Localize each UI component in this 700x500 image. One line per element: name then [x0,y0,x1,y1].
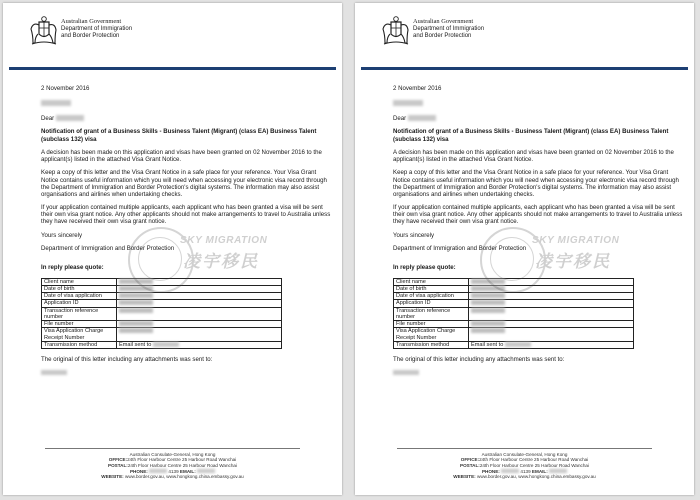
redacted-value [119,321,153,326]
letter-footer [355,448,694,480]
transmission-value: Email sent to [119,341,152,348]
letterhead [381,15,501,55]
redacted-addressee [393,100,423,106]
redacted-email [505,342,531,347]
department-line-2: and Border Protection [61,33,120,40]
redacted-email [153,342,179,347]
letter-date: 2 November 2016 [393,85,442,92]
watermark-english: SKY MIGRATION [532,235,620,246]
redacted-email [549,469,567,473]
table-row [42,341,282,348]
row-label: Visa Application Charge Receipt Number [394,328,469,341]
header-rule [361,67,688,70]
row-label: Client name [394,278,469,285]
closing: Yours sincerely [41,231,83,239]
redacted-addressee [41,100,71,106]
salutation-line [393,115,683,122]
office-label: OFFICE: [460,457,480,463]
table-row [394,307,634,320]
government-name: Australian Government [61,18,122,25]
sent-to-line: The original of this letter including any attachments was sent to: [393,356,565,364]
signature: Department of Immigration and Border Protection [41,245,175,253]
paragraph-1: A decision has been made on this application and visas have been granted on 02 November 2016 to the applicant(s) listed in the attached Visa Grant Notice. [393,148,674,164]
table-row [42,307,282,320]
redacted-value [471,308,505,313]
row-value [117,321,282,328]
row-label: Date of visa application [42,293,117,300]
row-label: Transmission method [394,341,469,348]
department-line-1: Department of Immigration [61,25,133,32]
phone-label: PHONE: [481,468,500,474]
redacted-value [471,328,505,333]
letter-footer [3,448,342,480]
office-address: 24th Floor Harbour Centre 25 Harbour Road Wanchai [479,457,589,463]
header-rule [9,67,336,70]
website-label: WEBSITE: [101,474,124,480]
row-label: Visa Application Charge Receipt Number [42,328,117,341]
postal-address: 24th Floor Harbour Centre 25 Harbour Road Wanchai [127,462,237,468]
redacted-email [197,469,215,473]
coat-of-arms-icon [29,15,59,47]
salutation: Dear [41,115,55,123]
watermark-chinese: 凌宇移民 [183,252,259,271]
website-value: www.border.gov.au, www.hongkong.china.embassy.gov.au [125,474,244,480]
watermark [480,227,680,297]
row-label: File number [394,321,469,328]
footer-line-1: Australian Consulate-General, Hong Kong [481,451,568,457]
office-label: OFFICE: [108,457,128,463]
row-value [117,328,282,341]
phone-label: PHONE: [129,468,148,474]
closing: Yours sincerely [393,231,435,239]
office-address: 24th Floor Harbour Centre 25 Harbour Road Wanchai [127,457,237,463]
paragraph-2: Keep a copy of this letter and the Visa Grant Notice in a safe place for your reference. Your Visa Grant Notice contains useful information which you will need when accessing your electronic visa record through the Department of Immigration and Border Protection's digital systems. The information may also assist organisations and airlines when undertaking checks. [393,169,679,198]
row-value [117,341,282,348]
reply-title: In reply please quote: [41,264,104,272]
row-value [469,328,634,341]
postal-label: POSTAL: [108,462,128,468]
row-label: Transaction reference number [394,307,469,320]
row-label: Date of birth [394,285,469,292]
letter-page-1 [3,3,342,495]
table-row [394,300,634,307]
redacted-recipient [41,370,67,375]
watermark-english: SKY MIGRATION [180,235,268,246]
table-row [394,321,634,328]
department-line-1: Department of Immigration [413,25,485,32]
redacted-name [56,115,84,121]
redacted-name [408,115,436,121]
paragraph-2: Keep a copy of this letter and the Visa Grant Notice in a safe place for your reference. Your Visa Grant Notice contains useful information which you will need when accessing your electronic visa record through the Department of Immigration and Border Protection's digital systems. The information may also assist organisations and airlines when undertaking checks. [41,169,327,198]
row-label: Date of visa application [394,293,469,300]
row-label: Date of birth [42,285,117,292]
letterhead [29,15,149,55]
table-row [42,328,282,341]
government-name: Australian Government [413,18,474,25]
postal-label: POSTAL: [460,462,480,468]
postal-address: 24th Floor Harbour Centre 25 Harbour Road Wanchai [479,462,589,468]
department-line-2: and Border Protection [413,33,472,40]
footer-rule [397,448,652,449]
row-value [469,321,634,328]
sent-to-line: The original of this letter including any attachments was sent to: [41,356,213,364]
redacted-phone [149,469,167,473]
paragraph-1: A decision has been made on this application and visas have been granted on 02 November 2016 to the applicant(s) listed in the attached Visa Grant Notice. [41,148,322,164]
redacted-value [119,328,153,333]
row-label: File number [42,321,117,328]
department-name [413,18,484,41]
email-label: EMAIL: [179,468,196,474]
salutation-line [41,115,331,122]
letter-subject: Notification of grant of a Business Skills - Business Talent (Migrant) (class EA) Business Talent (subclass 132) visa [393,128,669,143]
footer-rule [45,448,300,449]
redacted-value [471,300,505,305]
watermark [128,227,328,297]
letter-date: 2 November 2016 [41,85,90,92]
row-value [469,341,634,348]
row-label: Application ID [42,300,117,307]
letter-subject: Notification of grant of a Business Skills - Business Talent (Migrant) (class EA) Business Talent (subclass 132) visa [41,128,317,143]
footer-website [355,474,694,480]
footer-line-1: Australian Consulate-General, Hong Kong [129,451,216,457]
footer-website [3,474,342,480]
phone-suffix: 4139 [520,468,531,474]
signature: Department of Immigration and Border Protection [393,245,527,253]
row-value [469,307,634,320]
table-row [42,300,282,307]
phone-suffix: 4139 [168,468,179,474]
table-row [394,328,634,341]
row-value [469,300,634,307]
redacted-value [471,321,505,326]
website-value: www.border.gov.au, www.hongkong.china.embassy.gov.au [477,474,596,480]
redacted-phone [501,469,519,473]
email-label: EMAIL: [531,468,548,474]
paragraph-3: If your application contained multiple applicants, each applicant who has been granted a visa will be sent their own visa grant notice. Any other applicants should not make arrangements to travel to Australia unless they have received their own visa grant notice. [41,204,331,226]
paragraph-3: If your application contained multiple applicants, each applicant who has been granted a visa will be sent their own visa grant notice. Any other applicants should not make arrangements to travel to Australia unless they have received their own visa grant notice. [393,204,683,226]
redacted-value [119,300,153,305]
department-name [61,18,132,41]
row-label: Client name [42,278,117,285]
reply-title: In reply please quote: [393,264,456,272]
row-label: Transaction reference number [42,307,117,320]
table-row [394,341,634,348]
website-label: WEBSITE: [453,474,476,480]
redacted-value [119,308,153,313]
row-value [117,307,282,320]
transmission-value: Email sent to [471,341,504,348]
row-value [117,300,282,307]
letter-page-2 [355,3,694,495]
watermark-chinese: 凌宇移民 [535,252,611,271]
table-row [42,321,282,328]
salutation: Dear [393,115,407,123]
coat-of-arms-icon [381,15,411,47]
row-label: Transmission method [42,341,117,348]
row-label: Application ID [394,300,469,307]
redacted-recipient [393,370,419,375]
